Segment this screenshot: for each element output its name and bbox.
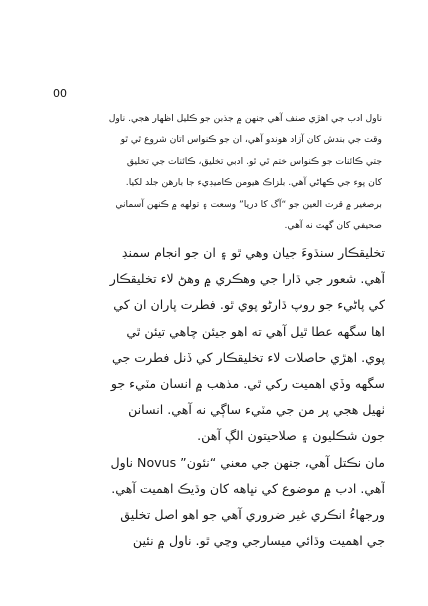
large-paragraph-line: سگهه وڏي اهميت رکي ٿي. مذهب ۾ انسان مٽيء جو [110, 375, 385, 391]
large-paragraph-line: آهي. شعور جي ڌارا جي وهڪري ۾ وهڻ لاء تخليقڪار [109, 271, 385, 287]
large-paragraph-line: تخليقڪار سنڌوءَ جيان وهي ٿو ۽ ان جو انجام سمنڊ [121, 245, 385, 260]
large-paragraph-line: کي پاڻيء جو روپ ڌارڻو پوي ٿو. فطرت پاران ان کي [113, 297, 385, 313]
large-paragraph-line: جي اهميت وڌائي ميسارجي وڃي ٿو. ناول ۾ نئين [132, 533, 385, 549]
large-paragraph-line: پوي. اهڙي حاصلات لاء تخليقڪار کي ڏنل فطرت جي [111, 349, 385, 365]
large-paragraph-line: مان نڪتل آهي، جنهن جي معني “نئون” Novus ناول [110, 454, 385, 470]
large-paragraph-line: اها سگهه عطا ٿيل آهي ته اهو جيئن چاهي تيئن ٿي [126, 323, 385, 339]
page-number: 00 [53, 87, 67, 100]
small-paragraph-line: کان پوء جي ڪهاڻي آهي. بلزاڪ هيومن ڪاميڊيء جا بارهن جلد لکيا. [125, 177, 382, 189]
small-paragraph-line: ناول ادب جي اهڙي صنف آهي جنهن ۾ جذبن جو ڪليل اظهار هجي. ناول [108, 113, 382, 124]
small-paragraph-line: صحيفي کان گهٽ نه آهي. [284, 219, 382, 231]
small-paragraph-line: وقت جي بندش کان آزاد هوندو آهي، ان جو ڪنواس اتان شروع ٿي ٿو [120, 134, 382, 146]
large-paragraph-line: جون شڪليون ۽ صلاحيتون الڳ آهن. [197, 428, 385, 444]
large-paragraph-line: ورجهاءُ انڪري غير ضروري آهي جو اهو اصل تخليق [120, 506, 385, 522]
small-paragraph-line: برصغير ۾ قرت العين جو “آگ کا دريا” وسعت ۽ تولهه ۾ ڪنهن آسماني [115, 198, 382, 210]
large-paragraph-line: ٺهيل هجي پر من جي مٽيء ساڳي نه آهي. انسانن [128, 402, 385, 418]
large-paragraph [40, 240, 385, 554]
small-paragraph-line: جتي ڪائنات جو ڪنواس ختم ٿي ٿو. ادبي تخليق، ڪائنات جي تخليق [126, 155, 382, 167]
small-paragraph [52, 108, 382, 236]
large-paragraph-line: آهي. ادب ۾ موضوع کي نڀاهه کان وڌيڪ اهميت آهي. [111, 480, 385, 496]
